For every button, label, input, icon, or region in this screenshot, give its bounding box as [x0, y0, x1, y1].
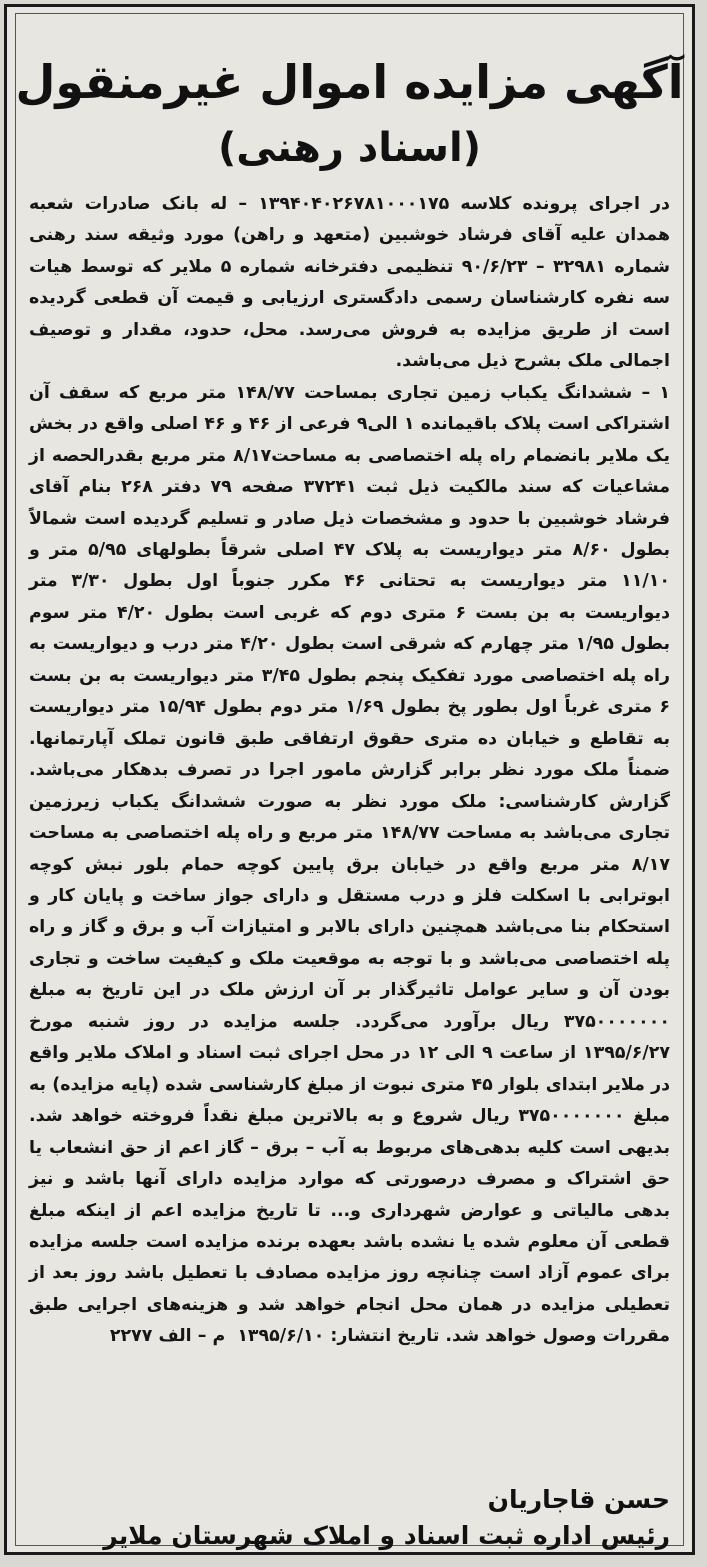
signer-title: رئیس اداره ثبت اسناد و املاک شهرستان ملایر	[103, 1521, 670, 1550]
notice-title: آگهی مزایده اموال غیرمنقول	[15, 55, 684, 109]
signer-name: حسن قاجاریان	[487, 1485, 670, 1514]
property-description: ۱ – ششدانگ یکباب زمین تجاری بمساحت ۱۴۸/۷۷ متر مربع که سقف آن اشتراکی است پلاک باقیمانده ۱ الی۹ فرعی از ۴۶ و ۴۶ اصلی واقع در بخش یک ملایر بانضمام راه پله اختصاصی به مساحت۸/۱۷ متر مربع بقدرالحصه از مشاعیات که سند مالکیت ذیل ثبت ۳۷۲۴۱ صفحه ۷۹ دفتر ۲۶۸ بنام آقای فرشاد خوشبین با حدود و مشخصات ذیل صادر و تسلیم گردیده است شمالاً بطول ۸/۶۰ متر دیواریست به پلاک ۴۷ اصلی شرقاً بطولهای ۵/۹۵ متر و ۱۱/۱۰ متر دیواریست به تحتانی ۴۶ مکرر جنوباً اول بطول ۳/۳۰ متر دیواریست به بن بست ۶ متری دوم که غربی است بطول ۴/۲۰ متر سوم بطول ۱/۹۵ متر چهارم که شرقی است بطول ۴/۲۰ متر درب و دیواریست به راه پله اختصاصی مورد تفکیک پنجم بطول ۳/۴۵ متر دیواریست به بن بست ۶ متری غرباً اول بطور پخ بطول ۱/۶۹ متر دوم بطول ۱۵/۹۴ متر دیواریست به تقاطع و خیابان ده متری حقوق ارتفاقی طبق قانون تملک آپارتمانها. ضمناً ملک مورد نظر برابر گزارش مامور اجرا در تصرف بدهکار می‌باشد. گزارش کارشناسی: ملک مورد نظر به صورت ششدانگ یکباب زیرزمین تجاری می‌باشد به مساحت ۱۴۸/۷۷ متر مربع و راه پله اختصاصی به مساحت ۸/۱۷ متر مربع واقع در خیابان برق پایین کوچه حمام بلور نبش کوچه ابوترابی با اسکلت فلز و درب مستقل و دارای جواز ساخت و پایان کار و استحکام بنا می‌باشد همچنین دارای بالابر و امتیازات آب و برق و گاز و راه پله اختصاصی می‌باشد و با توجه به موقعیت ملک و کیفیت ساخت و تجاری بودن آن و سایر عوامل تاثیرگذار بر آن ارزش ملک در این تاریخ به مبلغ ۳۷۵۰۰۰۰۰۰۰ ریال برآورد می‌گردد. جلسه مزایده در روز شنبه مورخ ۱۳۹۵/۶/۲۷ از ساعت ۹ الی ۱۲ در محل اجرای ثبت اسناد و املاک ملایر واقع در ملایر ابتدای بلوار ۴۵ متری نبوت از مبلغ کارشناسی شده (پایه مزایده) به مبلغ ۳۷۵۰۰۰۰۰۰۰ ریال شروع و به بالاترین مبلغ نقداً فروخته خواهد شد. بدیهی است کلیه بدهی‌های مربوط به آب – برق – گاز اعم از حق انشعاب یا حق اشتراک و مصرف درصورتی که موارد مزایده دارای آنها باشد و نیز بدهی مالیاتی و عوارض شهرداری و... تا تاریخ مزایده اعم از اینکه مبلغ قطعی آن معلوم شده یا نشده باشد بعهده برنده مزایده است جلسه مزایده برای عموم آزاد است چنانچه روز مزایده مصادف با تعطیل باشد روز بعد از تعطیلی مزایده در همان محل انجام خواهد شد و هزینه‌های اجرایی طبق مقررات وصول خواهد شد.	[29, 382, 671, 1347]
intro-paragraph: در اجرای پرونده کلاسه ۱۳۹۴۰۴۰۲۶۷۸۱۰۰۰۱۷۵ – له بانک صادرات شعبه همدان علیه آقای فرشاد خوشبین (متعهد و راهن) مورد وثیقه سند رهنی شماره ۳۲۹۸۱ – ۹۰/۶/۲۳ تنظیمی دفترخانه شماره ۵ ملایر که توسط هیات سه نفره کارشناسان رسمی دادگستری ارزیابی و قیمت آن قطعی گردیده است از طریق مزایده به فروش می‌رسد. محل، حدود، مقدار و توصیف اجمالی ملک بشرح ذیل می‌باشد.	[29, 194, 670, 372]
publish-date: تاریخ انتشار: ۱۳۹۵/۶/۱۰	[237, 1326, 440, 1347]
notice-subtitle: (اسناد رهنی)	[218, 125, 481, 171]
notice-page	[4, 4, 695, 1555]
property-paragraph	[29, 378, 670, 1353]
notice-body	[29, 189, 670, 1353]
reference-code: م – الف ۲۲۷۷	[109, 1326, 226, 1347]
